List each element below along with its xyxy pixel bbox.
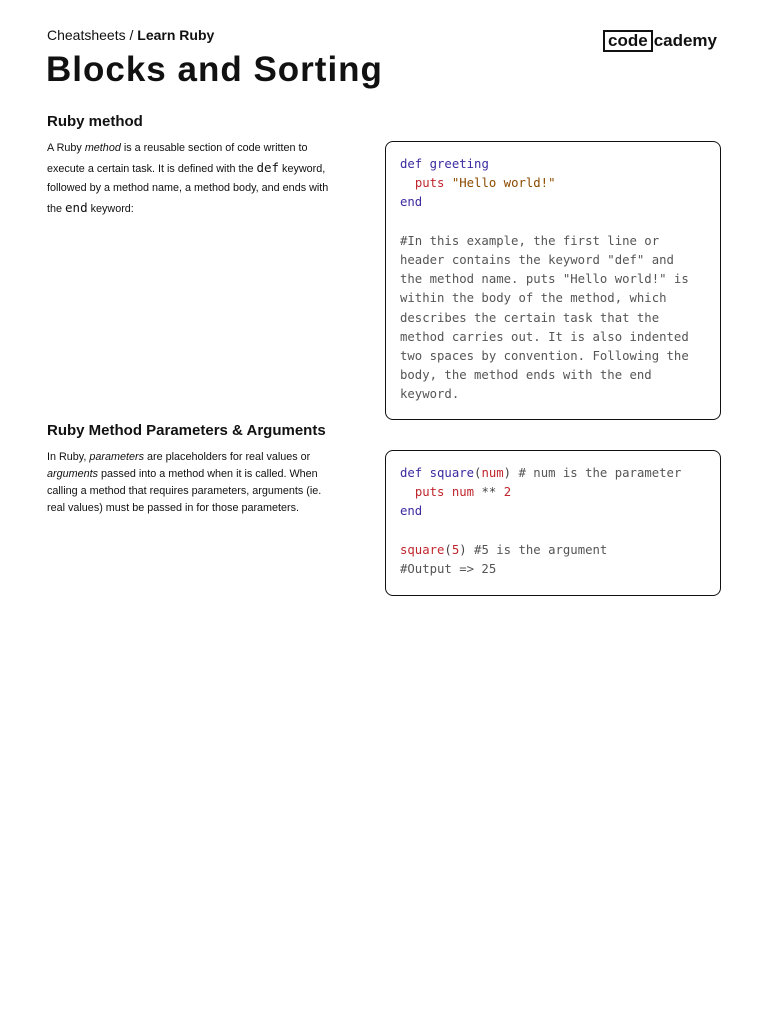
code-line: end	[400, 504, 423, 519]
code-line: puts num ** 2	[414, 485, 512, 500]
breadcrumb	[47, 27, 214, 43]
code-line-blank	[400, 213, 706, 232]
breadcrumb-current[interactable]: Learn Ruby	[137, 27, 215, 43]
codecademy-logo[interactable]	[603, 29, 717, 53]
page-title: Blocks and Sorting	[46, 50, 383, 89]
code-line: def greeting	[400, 157, 489, 171]
code-comment-line: two spaces by convention. Following the	[400, 349, 689, 364]
code-comment-line: header contains the keyword "def" and	[400, 253, 674, 267]
logo-boxed-text: code	[603, 30, 653, 52]
code-block-method-parameters	[385, 450, 721, 596]
code-comment-line: the method name. puts "Hello world!" is	[400, 272, 689, 287]
code-line: puts "Hello world!"	[414, 176, 556, 191]
section-title-ruby-method: Ruby method	[47, 113, 143, 130]
code-comment-line: within the body of the method, which	[400, 291, 667, 306]
code-line-blank	[400, 522, 706, 541]
code-comment-line: keyword.	[400, 387, 460, 402]
section-title-method-parameters: Ruby Method Parameters & Arguments	[47, 422, 326, 439]
section-description-method-parameters: In Ruby, parameters are placeholders for real values or arguments passed into a method when it is called. When calling a method that requires parameters, arguments (ie. real values) must be passed in for those parameters.	[47, 451, 322, 514]
logo-rest-text: cademy	[653, 31, 718, 50]
code-comment-line: method carries out. It is also indented	[400, 329, 689, 344]
code-comment-line: describes the certain task that the	[400, 310, 660, 325]
code-block-ruby-method	[385, 141, 721, 420]
code-line: end	[400, 195, 423, 210]
code-line: def square(num) # num is the parameter	[400, 466, 682, 480]
code-comment-line: body, the method ends with the end	[400, 368, 652, 383]
section-description-ruby-method: A Ruby method is a reusable section of code written to execute a certain task. It is defined with the def keyword, followed by a method name, a method body, and ends with the end keyword:	[47, 142, 329, 215]
code-comment-line: #In this example, the first line or	[400, 233, 660, 248]
breadcrumb-prefix[interactable]: Cheatsheets /	[47, 27, 138, 43]
code-line: square(5) #5 is the argument	[400, 542, 608, 557]
code-comment-line: #Output => 25	[400, 562, 497, 576]
